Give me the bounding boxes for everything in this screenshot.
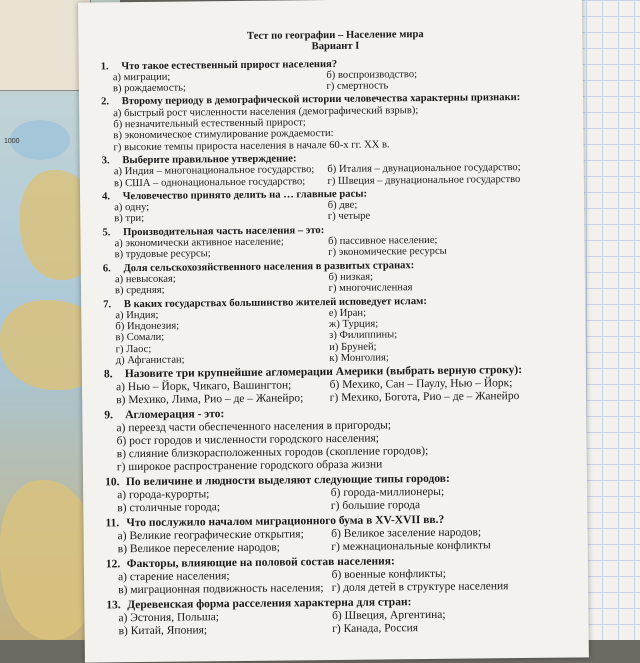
question-number: 12. — [105, 558, 121, 571]
answer-option: г) межнациональные конфликты — [331, 539, 491, 554]
question-text: Производительная часть населения – это: — [123, 224, 325, 238]
answer-option: в) миграционная подвижность населения; — [118, 582, 324, 597]
question-text: По величине и людности выделяют следующие типы городов: — [125, 473, 450, 489]
answer-option: б) военные конфликты; — [331, 568, 446, 582]
answer-option: г) Лаос; — [115, 343, 152, 355]
question — [101, 56, 571, 95]
question-number: 3. — [101, 155, 110, 167]
answer-option: г) Швеция – двунациональное государство — [327, 173, 521, 187]
question — [102, 150, 572, 189]
answer-option: г) многочисленная — [328, 282, 413, 295]
question-text: Человечество принято делить на … главные расы: — [122, 188, 368, 203]
answer-option: б) Мехико, Сан – Паулу, Нью – Йорк; — [329, 377, 513, 392]
answer-option: г) Мехико, Богота, Рио – де – Жанейро — [329, 390, 520, 405]
question — [105, 472, 575, 516]
question-text: Агломерация - это: — [125, 408, 225, 422]
answer-option: в) трудовые ресурсы; — [114, 248, 211, 261]
question-text: Что такое естественный прирост населения? — [121, 58, 338, 72]
answer-option: в) рождаемость; — [112, 82, 186, 95]
answer-option: б) Индонезия; — [115, 320, 180, 333]
answer-option: в) Китай, Япония; — [118, 624, 208, 638]
answer-option: а) Эстония, Польша; — [118, 611, 220, 625]
question — [106, 595, 576, 639]
question-text: В каких государствах большинство жителей исповедует ислам: — [123, 295, 427, 310]
question — [104, 405, 575, 475]
answer-option: г) смертность — [326, 80, 389, 93]
answer-option: а) экономически активное население; — [114, 236, 284, 250]
answer-option: в) Сомали; — [115, 332, 165, 344]
question-number: 1. — [100, 60, 109, 72]
test-variant: Вариант I — [311, 40, 360, 53]
answer-option: ж) Турция; — [328, 318, 379, 331]
answer-option: к) Монголия; — [329, 352, 389, 365]
answer-option: е) Иран; — [328, 307, 367, 319]
answer-option: б) воспроизводство; — [326, 68, 418, 81]
answer-option: г) большие города — [330, 499, 421, 513]
test-title: Тест по географии – Население мира — [246, 29, 424, 42]
question-list — [101, 56, 577, 639]
question — [101, 92, 572, 153]
answer-option: в) экономическое стимулирование рождаемости: — [113, 128, 334, 142]
question-text: Назовите три крупнейшие агломерации Америки (выбрать верную строку): — [124, 364, 523, 381]
answer-option: в) Великое переселение народов; — [117, 541, 281, 556]
question-text: Выберите правильное утверждение: — [122, 153, 297, 167]
answer-option: в) три; — [114, 213, 145, 225]
answer-option: б) две; — [327, 199, 358, 212]
answer-option: а) одну; — [114, 202, 150, 214]
question — [103, 258, 573, 297]
question-number: 10. — [104, 476, 120, 489]
answer-option: г) высокие темпы прироста населения в начале 60-х гг. XX в. — [113, 139, 390, 153]
answer-option: б) пассивное население; — [328, 234, 438, 248]
answer-option: в) средняя; — [114, 284, 165, 297]
answer-option: б) Италия – двунациональное государство; — [327, 162, 521, 176]
answer-option: д) Афганистан; — [115, 354, 185, 367]
question-number: 6. — [102, 262, 111, 275]
answer-option: а) Великие географические открытия; — [117, 528, 304, 543]
question-number: 4. — [101, 191, 111, 203]
answer-option: г) экономические ресурсы — [328, 246, 447, 259]
question-number: 7. — [103, 298, 112, 310]
answer-option: г) Канада, Россия — [332, 622, 419, 636]
answer-option: а) Индия – многонациональное государство; — [113, 164, 315, 178]
question-text: Факторы, влияющие на половой состав населения: — [126, 555, 395, 571]
answer-option: б) низкая; — [328, 271, 374, 283]
answer-option: а) Нью – Йорк, Чикаго, Вашингтон; — [115, 379, 292, 394]
question-text: Что послужило началом миграционного бума в XV-XVII вв.? — [126, 514, 445, 530]
answer-option: в) США – однонациональное государство; — [113, 175, 306, 189]
question-text: Второму периоду в демографической истории человечества характерны признаки: — [121, 92, 521, 108]
answer-option: б) рост городов и численности городского населения; — [116, 432, 380, 448]
answer-option: г) доля детей в структуре населения — [331, 580, 509, 595]
answer-option: б) Великое заселение народов; — [331, 526, 482, 541]
answer-option: б) Швеция, Аргентина; — [331, 609, 446, 623]
question — [106, 554, 576, 598]
answer-option: а) быстрый рост численности населения (демографический взрыв); — [113, 104, 419, 120]
question — [105, 513, 575, 557]
question-number: 5. — [102, 227, 111, 239]
answer-option: в) слияние близкорасположенных городов (скопление городов); — [116, 445, 429, 461]
question-number: 11. — [105, 517, 120, 530]
question — [102, 186, 572, 225]
answer-option: а) Индия; — [115, 309, 159, 322]
answer-option: а) переезд части обеспеченного населения в пригороды; — [116, 419, 392, 435]
test-sheet — [78, 0, 589, 663]
answer-option: б) города-миллионеры; — [330, 486, 445, 500]
question — [103, 294, 574, 367]
question-text: Доля сельскохозяйственного населения в развитых странах: — [123, 259, 415, 274]
answer-option: г) широкое распространение городского образа жизни — [116, 458, 383, 474]
answer-option: в) столичные города; — [117, 501, 221, 515]
answer-option: г) четыре — [327, 211, 371, 223]
question-number: 13. — [106, 599, 121, 612]
question-text: Деревенская форма расселения характерна для стран: — [127, 596, 412, 612]
answer-option: а) миграции; — [112, 71, 171, 84]
answer-option: в) Мехико, Лима, Рио – де – Жанейро; — [116, 392, 304, 407]
question — [104, 364, 574, 408]
answer-option: а) старение населения; — [117, 570, 230, 584]
answer-option: а) невысокая; — [114, 273, 176, 286]
answer-option: б) незначительный естественный прирост; — [113, 117, 306, 131]
map-label: 1000 — [4, 138, 20, 145]
answer-option: а) города-курорты; — [117, 488, 210, 502]
test-document — [100, 27, 576, 638]
answer-option: и) Бруней; — [329, 341, 377, 353]
answer-option: з) Филиппины; — [329, 329, 398, 342]
question-number: 2. — [101, 96, 110, 108]
question-number: 8. — [103, 368, 113, 381]
question — [102, 222, 572, 261]
question-number: 9. — [104, 409, 114, 422]
